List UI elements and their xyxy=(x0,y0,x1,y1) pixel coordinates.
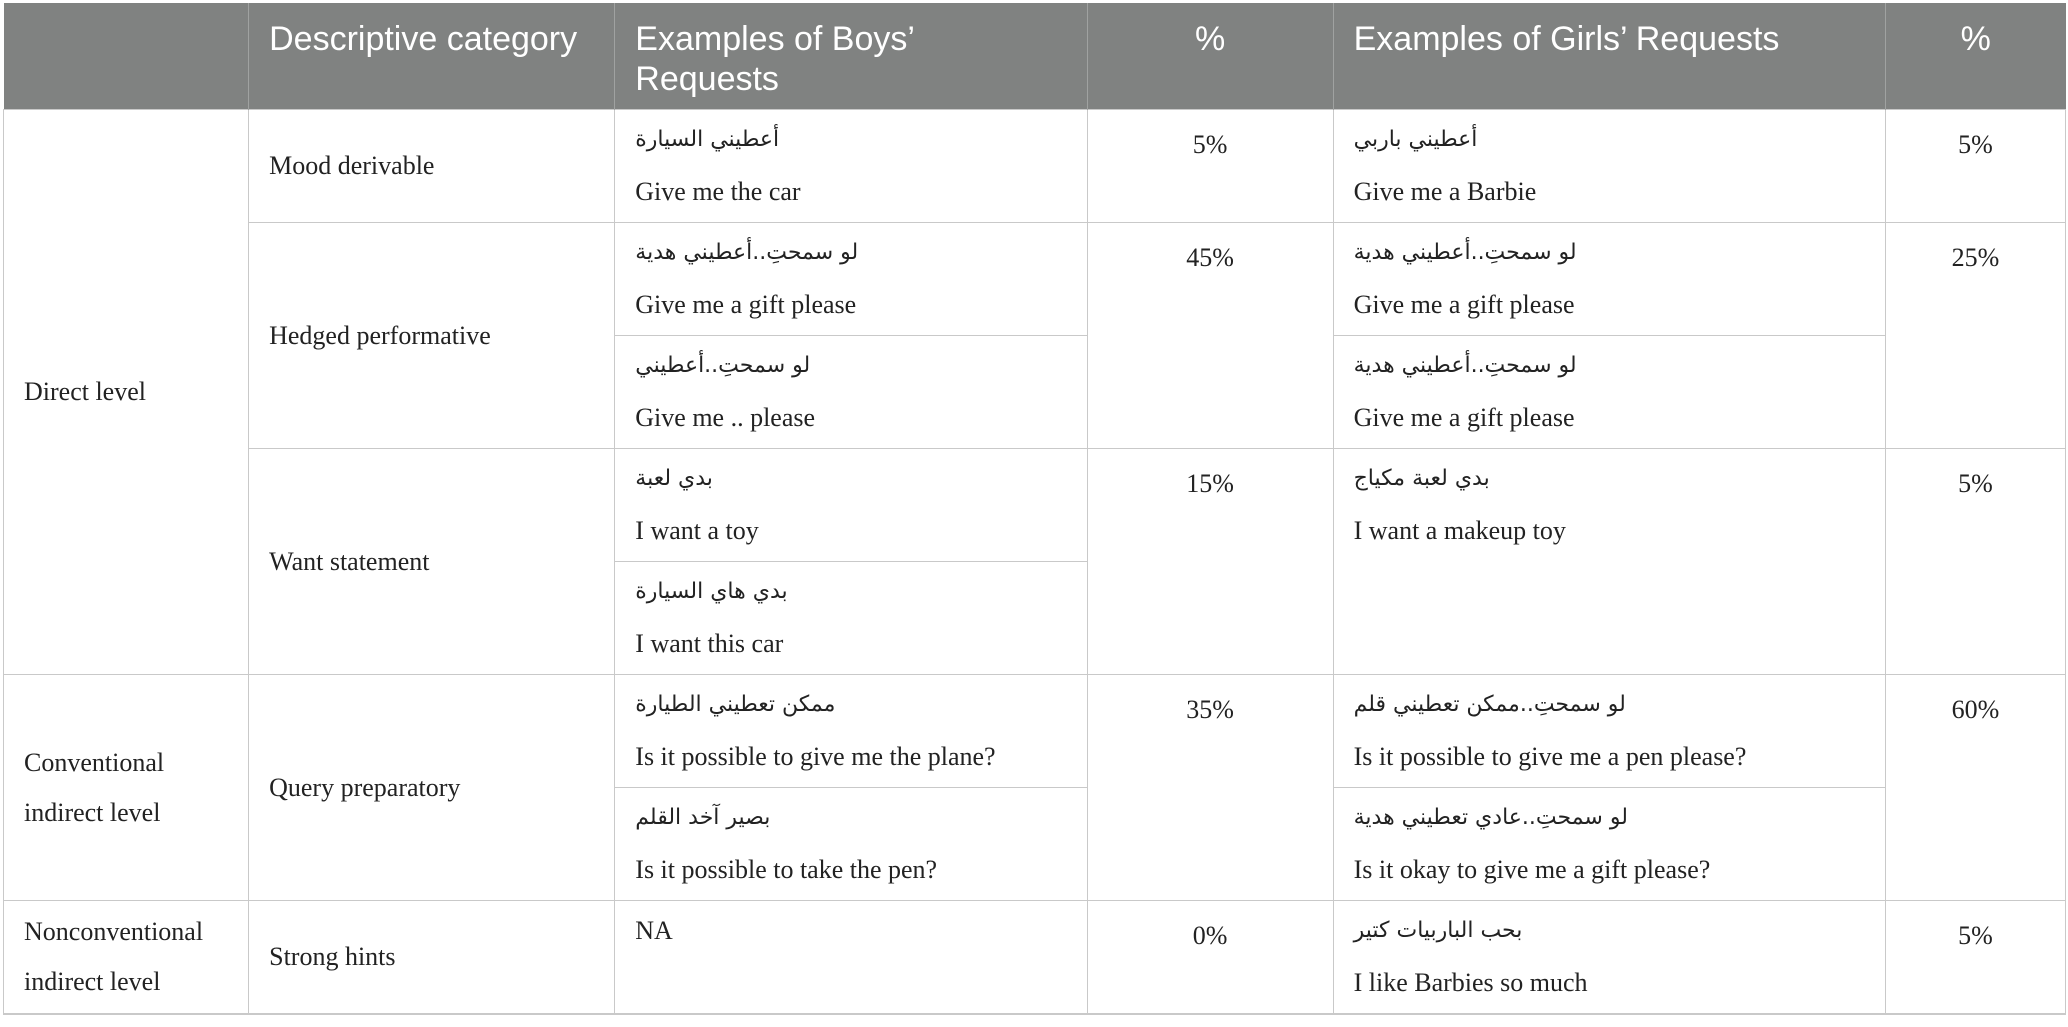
boy-example-query-2-english: Is it possible to take the pen? xyxy=(635,855,938,884)
girl-example-hedged-2 xyxy=(1333,336,1885,449)
boy-example-want-1-english: I want a toy xyxy=(635,516,759,545)
boy-example-mood xyxy=(615,110,1087,223)
girl-percent-query: 60% xyxy=(1885,675,2065,901)
boy-example-query-1 xyxy=(615,675,1087,788)
girl-example-hedged-1-english: Give me a gift please xyxy=(1353,290,1575,319)
boy-example-hedged-1 xyxy=(615,223,1087,336)
header-girls-examples: Examples of Girls’ Requests xyxy=(1333,3,1885,110)
boy-percent-mood: 5% xyxy=(1087,110,1333,223)
girl-example-query-1 xyxy=(1333,675,1885,788)
boy-percent-query: 35% xyxy=(1087,675,1333,901)
girl-example-hedged-1-arabic: لو سمحتِ..أعطيني هدية xyxy=(1353,240,1577,265)
boy-example-want-2-english: I want this car xyxy=(635,629,784,658)
girl-example-hedged-2-arabic: لو سمحتِ..أعطيني هدية xyxy=(1353,353,1577,378)
boy-example-query-1-arabic: ممكن تعطيني الطيارة xyxy=(635,692,836,717)
boy-example-query-2 xyxy=(615,788,1087,901)
category-strong-hints: Strong hints xyxy=(249,901,615,1015)
girl-example-query-1-english: Is it possible to give me a pen please? xyxy=(1353,742,1747,771)
header-level xyxy=(4,3,249,110)
request-strategies-table xyxy=(3,3,2066,1015)
girl-example-want-1 xyxy=(1333,449,1885,675)
boy-example-hedged-1-arabic: لو سمحتِ..أعطيني هدية xyxy=(635,240,859,265)
girl-example-mood xyxy=(1333,110,1885,223)
girl-example-hedged-1 xyxy=(1333,223,1885,336)
level-conventional-indirect: Conventional indirect level xyxy=(4,675,249,901)
category-hedged-performative: Hedged performative xyxy=(249,223,615,449)
boy-example-mood-arabic: أعطيني السيارة xyxy=(635,127,780,152)
boy-example-hedged-2 xyxy=(615,336,1087,449)
header-row xyxy=(4,3,2066,110)
header-boys-percent: % xyxy=(1087,3,1333,110)
girl-example-mood-english: Give me a Barbie xyxy=(1353,177,1537,206)
table-row-mood-derivable xyxy=(4,110,2066,223)
girl-example-hedged-2-english: Give me a gift please xyxy=(1353,403,1575,432)
boy-example-hedged-2-arabic: لو سمحتِ..أعطيني xyxy=(635,353,811,378)
boy-example-hints-english: NA xyxy=(635,916,673,945)
boy-percent-hints: 0% xyxy=(1087,901,1333,1015)
girl-example-query-1-arabic: لو سمحتِ..ممكن تعطيني قلم xyxy=(1353,692,1626,717)
boy-percent-hedged: 45% xyxy=(1087,223,1333,449)
boy-example-mood-english: Give me the car xyxy=(635,177,801,206)
table-row-want-1 xyxy=(4,449,2066,562)
boy-example-want-1-arabic: بدي لعبة xyxy=(635,466,713,491)
header-descriptive-category: Descriptive category xyxy=(249,3,615,110)
girl-example-hints-arabic: بحب الباربيات كتير xyxy=(1353,918,1523,943)
boy-example-query-2-arabic: بصير آخد القلم xyxy=(635,805,771,830)
table-row-query-1 xyxy=(4,675,2066,788)
boy-example-hedged-1-english: Give me a gift please xyxy=(635,290,857,319)
boy-example-want-2-arabic: بدي هاي السيارة xyxy=(635,579,788,604)
boy-example-want-1 xyxy=(615,449,1087,562)
table-row-hedged-1 xyxy=(4,223,2066,336)
boy-percent-want: 15% xyxy=(1087,449,1333,675)
category-query-preparatory: Query preparatory xyxy=(249,675,615,901)
girl-percent-want: 5% xyxy=(1885,449,2065,675)
level-nonconventional-indirect: Nonconventional indirect level xyxy=(4,901,249,1015)
girl-percent-hedged: 25% xyxy=(1885,223,2065,449)
level-direct: Direct level xyxy=(4,110,249,675)
category-mood-derivable: Mood derivable xyxy=(249,110,615,223)
girl-percent-hints: 5% xyxy=(1885,901,2065,1015)
girl-example-hints xyxy=(1333,901,1885,1015)
girl-example-want-1-arabic: بدي لعبة مكياج xyxy=(1353,466,1490,491)
category-want-statement: Want statement xyxy=(249,449,615,675)
girl-example-mood-arabic: أعطيني باربي xyxy=(1353,127,1478,152)
girl-example-query-2-arabic: لو سمحتِ..عادي تعطيني هدية xyxy=(1353,805,1628,830)
header-girls-percent: % xyxy=(1885,3,2065,110)
boy-example-want-2 xyxy=(615,562,1087,675)
girl-example-query-2-english: Is it okay to give me a gift please? xyxy=(1353,855,1711,884)
girl-example-want-1-english: I want a makeup toy xyxy=(1353,516,1566,545)
table-row-strong-hints xyxy=(4,901,2066,1015)
boy-example-hints xyxy=(615,901,1087,1015)
girl-example-query-2 xyxy=(1333,788,1885,901)
boy-example-query-1-english: Is it possible to give me the plane? xyxy=(635,742,996,771)
girl-example-hints-english: I like Barbies so much xyxy=(1353,968,1588,997)
girl-percent-mood: 5% xyxy=(1885,110,2065,223)
header-boys-examples: Examples of Boys’ Requests xyxy=(615,3,1087,110)
boy-example-hedged-2-english: Give me .. please xyxy=(635,403,816,432)
